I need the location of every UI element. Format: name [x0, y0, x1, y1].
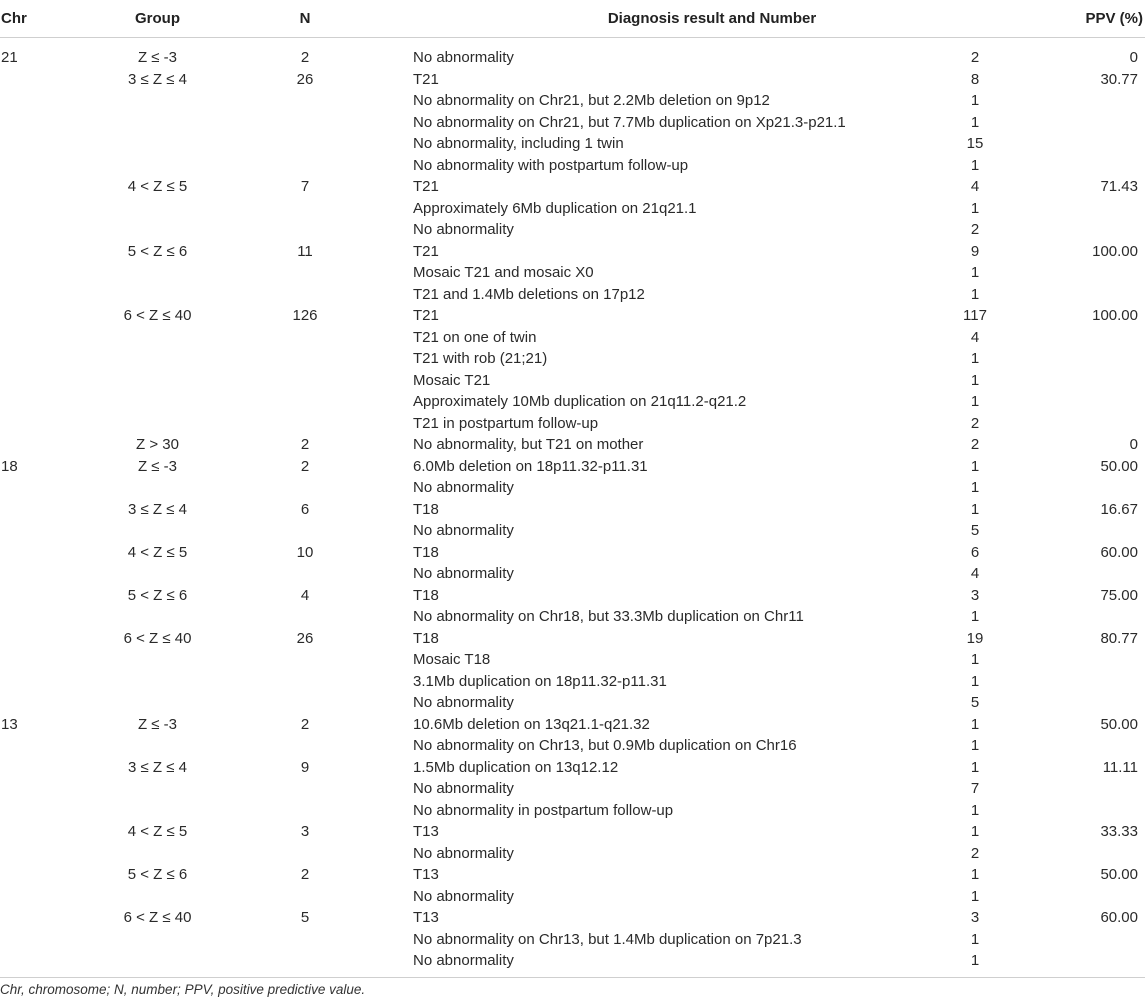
cell-ppv: 100.00 [1092, 307, 1138, 324]
cell-n: 2 [300, 49, 310, 66]
cell-diagnosis: No abnormality [413, 49, 514, 66]
cell-number: 2 [970, 221, 980, 238]
cell-ppv: 16.67 [1100, 500, 1138, 518]
cell-ppv: 33.33 [1100, 823, 1138, 840]
cell-diagnosis: No abnormality on Chr13, but 1.4Mb duplication on 7p21.3 [413, 930, 802, 948]
cell-number: 1 [970, 113, 980, 131]
cell-number: 1 [970, 156, 980, 174]
cell-number: 1 [970, 887, 980, 905]
table-row [0, 90, 1145, 112]
table-row [0, 456, 1145, 478]
cell-number: 1 [970, 608, 980, 625]
table-row [0, 950, 1145, 972]
cell-number: 1 [970, 672, 980, 690]
table-row [0, 370, 1145, 392]
table-row [0, 112, 1145, 134]
cell-diagnosis: No abnormality [413, 952, 514, 969]
cell-group: 4 < Z ≤ 5 [127, 178, 188, 195]
table-row [0, 907, 1145, 929]
table-row [0, 391, 1145, 413]
cell-diagnosis: No abnormality, including 1 twin [413, 135, 624, 152]
table-row [0, 864, 1145, 886]
cell-diagnosis: 10.6Mb deletion on 13q21.1-q21.32 [413, 715, 650, 733]
table-row [0, 886, 1145, 908]
cell-diagnosis: Mosaic T21 [413, 371, 491, 389]
cell-group: Z ≤ -3 [137, 457, 178, 475]
cell-diagnosis: No abnormality [413, 522, 514, 539]
cell-diagnosis: No abnormality [413, 780, 514, 797]
cell-diagnosis: T21 with rob (21;21) [413, 350, 548, 367]
cell-diagnosis: No abnormality [413, 479, 514, 496]
cell-diagnosis: No abnormality [413, 694, 514, 711]
cell-number: 5 [970, 522, 980, 539]
cell-number: 7 [970, 780, 980, 797]
cell-group: 5 < Z ≤ 6 [127, 242, 188, 260]
cell-diagnosis: Approximately 6Mb duplication on 21q21.1 [413, 199, 697, 217]
cell-ppv: 71.43 [1100, 178, 1138, 195]
cell-ppv: 60.00 [1100, 543, 1138, 561]
cell-number: 3 [970, 586, 980, 604]
cell-group: 6 < Z ≤ 40 [123, 909, 192, 926]
table-row [0, 47, 1145, 69]
table-row [0, 348, 1145, 370]
cell-n: 2 [300, 866, 310, 883]
cell-ppv: 0 [1129, 436, 1138, 453]
cell-diagnosis: Approximately 10Mb duplication on 21q11.2-q21.2 [413, 393, 747, 410]
cell-number: 4 [970, 328, 980, 346]
cell-group: 6 < Z ≤ 40 [123, 629, 192, 647]
cell-number: 2 [970, 844, 980, 862]
cell-n: 26 [296, 70, 314, 88]
table-row [0, 563, 1145, 585]
cell-number: 117 [963, 307, 987, 324]
cell-n: 3 [300, 823, 310, 840]
cell-n: 4 [300, 586, 310, 604]
cell-diagnosis: Mosaic T18 [413, 651, 491, 668]
cell-number: 8 [970, 70, 980, 88]
cell-diagnosis: T13 [413, 909, 439, 926]
table-row [0, 821, 1145, 843]
table-row [0, 542, 1145, 564]
cell-number: 2 [970, 414, 980, 432]
cell-diagnosis: T18 [413, 629, 439, 647]
cell-number: 1 [970, 651, 980, 668]
cell-diagnosis: T21 and 1.4Mb deletions on 17p12 [413, 285, 645, 303]
header-diagnosis: Diagnosis result and Number [607, 10, 817, 27]
cell-diagnosis: 3.1Mb duplication on 18p11.32-p11.31 [413, 672, 667, 690]
table-row [0, 434, 1145, 456]
cell-number: 1 [970, 199, 980, 217]
cell-ppv: 50.00 [1100, 715, 1138, 733]
cell-diagnosis: T18 [413, 586, 439, 604]
cell-ppv: 80.77 [1100, 629, 1138, 647]
table-row [0, 305, 1145, 327]
footer-divider [0, 977, 1145, 978]
cell-diagnosis: T13 [413, 866, 439, 883]
cell-group: Z > 30 [136, 436, 179, 453]
cell-group: 5 < Z ≤ 6 [127, 586, 188, 604]
cell-diagnosis: No abnormality on Chr21, but 2.2Mb deletion on 9p12 [413, 92, 770, 109]
cell-number: 4 [970, 565, 980, 582]
cell-number: 19 [966, 629, 984, 647]
cell-number: 9 [970, 242, 980, 260]
cell-diagnosis: No abnormality [413, 221, 514, 238]
cell-ppv: 75.00 [1100, 586, 1138, 604]
cell-diagnosis: No abnormality [413, 844, 514, 862]
cell-diagnosis: T21 [413, 178, 439, 195]
cell-diagnosis: T21 on one of twin [413, 328, 537, 346]
cell-ppv: 50.00 [1100, 866, 1138, 883]
table-row [0, 477, 1145, 499]
table-row [0, 413, 1145, 435]
cell-diagnosis: T18 [413, 543, 439, 561]
cell-diagnosis: Mosaic T21 and mosaic X0 [413, 264, 594, 281]
cell-n: 26 [296, 629, 314, 647]
cell-group: 3 ≤ Z ≤ 4 [128, 70, 187, 88]
table-row [0, 133, 1145, 155]
cell-number: 15 [966, 135, 984, 152]
cell-n: 6 [300, 500, 310, 518]
cell-group: 6 < Z ≤ 40 [123, 307, 192, 324]
cell-diagnosis: No abnormality in postpartum follow-up [413, 801, 674, 819]
cell-diagnosis: 6.0Mb deletion on 18p11.32-p11.31 [413, 457, 648, 475]
cell-n: 126 [292, 307, 318, 324]
cell-n: 2 [300, 715, 310, 733]
cell-diagnosis: T21 in postpartum follow-up [413, 414, 599, 432]
cell-group: 3 ≤ Z ≤ 4 [128, 758, 187, 776]
cell-number: 6 [970, 543, 980, 561]
table-row [0, 155, 1145, 177]
cell-number: 2 [970, 49, 980, 66]
table-row [0, 800, 1145, 822]
cell-number: 1 [970, 715, 980, 733]
cell-chr: 18 [1, 457, 18, 475]
table-row [0, 649, 1145, 671]
table-row [0, 520, 1145, 542]
cell-diagnosis: T18 [413, 500, 439, 518]
header-n: N [299, 10, 311, 27]
cell-diagnosis: T21 [413, 70, 439, 88]
table-row [0, 714, 1145, 736]
cell-n: 7 [300, 178, 310, 195]
cell-number: 1 [970, 801, 980, 819]
table-row [0, 606, 1145, 628]
cell-n: 9 [300, 758, 310, 776]
cell-ppv: 60.00 [1100, 909, 1138, 926]
cell-number: 1 [970, 823, 980, 840]
cell-number: 3 [970, 909, 980, 926]
cell-number: 1 [970, 952, 980, 969]
table-row [0, 499, 1145, 521]
table-row [0, 585, 1145, 607]
cell-number: 1 [970, 393, 980, 410]
cell-n: 5 [300, 909, 310, 926]
cell-chr: 21 [1, 49, 18, 66]
cell-ppv: 50.00 [1100, 457, 1138, 475]
cell-group: 4 < Z ≤ 5 [127, 823, 188, 840]
cell-number: 1 [970, 285, 980, 303]
cell-number: 1 [970, 457, 980, 475]
cell-number: 1 [970, 371, 980, 389]
cell-diagnosis: No abnormality with postpartum follow-up [413, 156, 689, 174]
table-row [0, 671, 1145, 693]
header-chr: Chr [1, 10, 27, 27]
table-row [0, 843, 1145, 865]
cell-number: 1 [970, 350, 980, 367]
cell-diagnosis: No abnormality, but T21 on mother [413, 436, 644, 453]
cell-number: 1 [970, 930, 980, 948]
cell-group: Z ≤ -3 [137, 49, 178, 66]
table-row [0, 778, 1145, 800]
table-row [0, 198, 1145, 220]
cell-group: Z ≤ -3 [137, 715, 178, 733]
cell-ppv: 30.77 [1100, 70, 1138, 88]
cell-number: 1 [970, 500, 980, 518]
cell-diagnosis: No abnormality on Chr21, but 7.7Mb duplication on Xp21.3-p21.1 [413, 113, 846, 131]
cell-group: 4 < Z ≤ 5 [127, 543, 188, 561]
cell-group: 3 ≤ Z ≤ 4 [128, 500, 187, 518]
cell-ppv: 100.00 [1092, 242, 1138, 260]
cell-diagnosis: No abnormality on Chr18, but 33.3Mb duplication on Chr11 [413, 608, 804, 625]
cell-diagnosis: T21 [413, 307, 439, 324]
table-row [0, 692, 1145, 714]
cell-number: 1 [970, 737, 980, 754]
table-row [0, 327, 1145, 349]
cell-diagnosis: No abnormality [413, 887, 514, 905]
cell-diagnosis: No abnormality on Chr13, but 0.9Mb duplication on Chr16 [413, 737, 797, 754]
table-row [0, 757, 1145, 779]
cell-number: 1 [970, 92, 980, 109]
cell-n: 11 [297, 242, 313, 260]
table-row [0, 735, 1145, 757]
cell-number: 5 [970, 694, 980, 711]
table-row [0, 262, 1145, 284]
cell-group: 5 < Z ≤ 6 [127, 866, 188, 883]
table-row [0, 176, 1145, 198]
table-row [0, 284, 1145, 306]
cell-diagnosis: 1.5Mb duplication on 13q12.12 [413, 758, 619, 776]
cell-number: 1 [970, 479, 980, 496]
cell-number: 1 [970, 866, 980, 883]
cell-n: 10 [296, 543, 314, 561]
cell-number: 1 [970, 758, 980, 776]
cell-number: 4 [970, 178, 980, 195]
header-divider [0, 37, 1145, 38]
cell-diagnosis: T13 [413, 823, 439, 840]
cell-chr: 13 [1, 715, 18, 733]
header-group: Group [135, 10, 180, 27]
table-row [0, 628, 1145, 650]
cell-n: 2 [300, 436, 310, 453]
table-row [0, 241, 1145, 263]
cell-diagnosis: T21 [413, 242, 439, 260]
cell-number: 1 [970, 264, 980, 281]
cell-ppv: 0 [1129, 49, 1138, 66]
cell-number: 2 [970, 436, 980, 453]
table-row [0, 929, 1145, 951]
table-footnote: Chr, chromosome; N, number; PPV, positive predictive value. [0, 982, 366, 997]
cell-n: 2 [300, 457, 310, 475]
table-row [0, 69, 1145, 91]
header-ppv: PPV (%) [1085, 10, 1143, 27]
cell-diagnosis: No abnormality [413, 565, 514, 582]
table-row [0, 219, 1145, 241]
cell-ppv: 11.11 [1102, 758, 1138, 776]
